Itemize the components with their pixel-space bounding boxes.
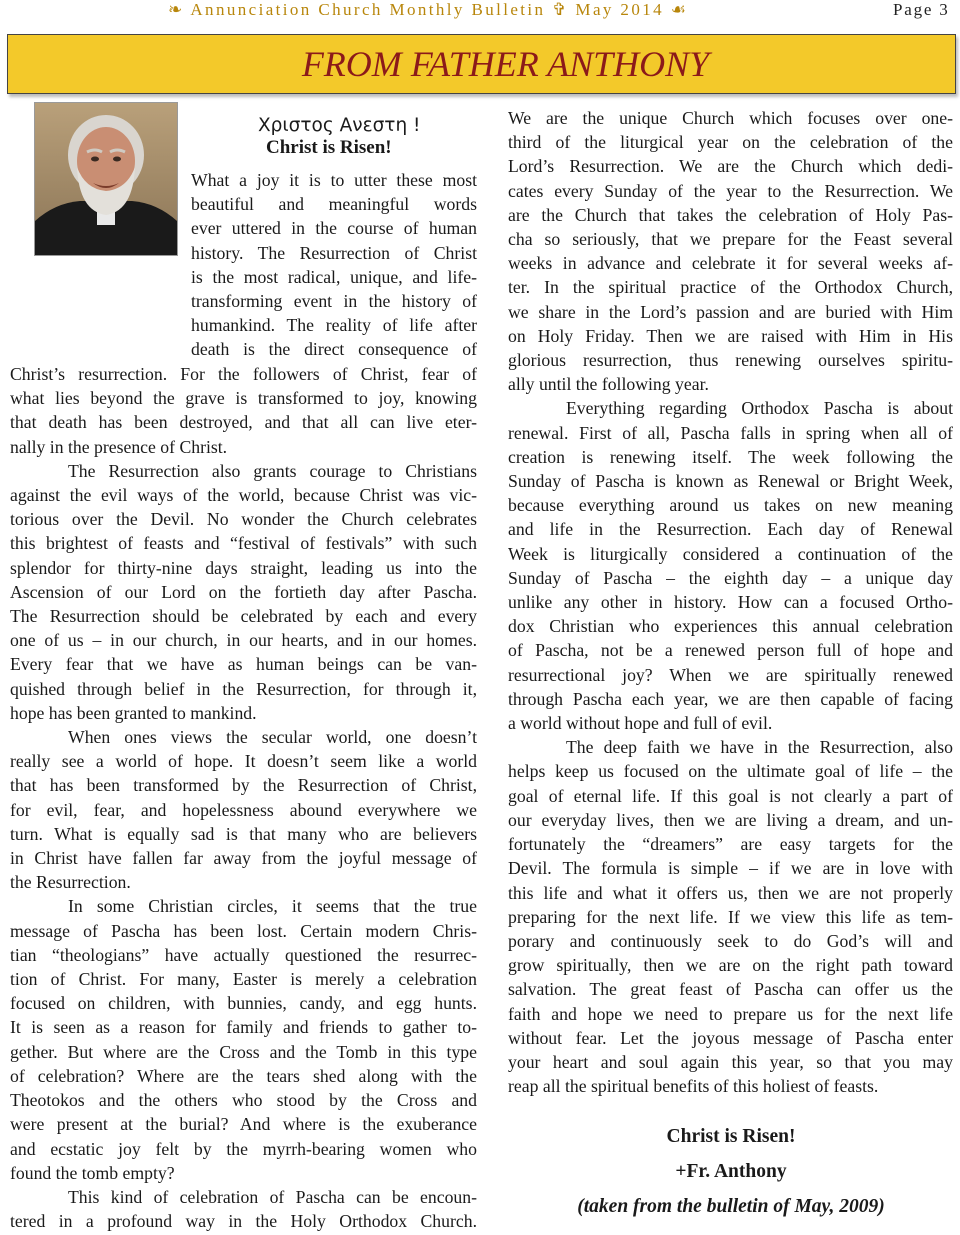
ornament-right-icon: ☙: [670, 0, 689, 19]
text-line: Everything regarding Orthodox Pascha is about: [566, 398, 953, 419]
text-line: turn. What is equally sad is that many who are believers: [10, 823, 477, 844]
text-line: were present at the burial? And where is the exuberance: [10, 1114, 477, 1135]
text-line: porary and continuously seek to do God’s will and: [508, 930, 953, 951]
text-line: cates every Sunday of the year to the Resurrection. We: [508, 180, 953, 201]
text-line: we share in the Lord’s passion and are buried with Him: [508, 301, 953, 322]
text-line: When ones views the secular world, one doesn’t: [68, 727, 477, 748]
greek-greeting: Χριστος Ανεστη !: [258, 115, 421, 136]
text-line: grow spiritually, then we are on the right path toward: [508, 955, 953, 976]
text-line: In some Christian circles, it seems that the true: [68, 896, 477, 917]
text-line: this life and what it offers us, then we are not properly: [508, 882, 953, 903]
text-line: the Resurrection.: [10, 872, 131, 893]
text-line: salvation. The great feast of Pascha can offer us the: [508, 979, 953, 1000]
text-line: tered in a profound way in the Holy Orthodox Church.: [10, 1211, 477, 1232]
text-line: what lies beyond the grave is transformed to joy, knowing: [10, 388, 477, 409]
text-line: renewal. First of all, Pascha falls in spring when all of: [508, 422, 953, 443]
english-greeting: Christ is Risen!: [266, 137, 392, 158]
text-line: Sunday of Pascha – the eighth day – a unique day: [508, 567, 953, 588]
text-line: Devil. The formula is simple – if we are in love with: [508, 858, 953, 879]
text-line: really see a world of hope. It doesn’t seem like a world: [10, 751, 477, 772]
title-banner: [7, 34, 956, 94]
text-line: and ecstatic joy felt by the myrrh-bearing women who: [10, 1138, 477, 1159]
text-line: that has been transformed by the Resurrection of Christ,: [10, 775, 477, 796]
text-line: Christ’s resurrection. For the followers of Christ, fear of: [10, 364, 477, 384]
text-line: of Pascha, not be a renewed person full of hope and: [508, 640, 953, 661]
text-line: creation is renewing itself. The week following the: [508, 446, 953, 467]
text-line: ally until the following year.: [508, 374, 709, 395]
text-line: resurrectional joy? When we are spiritually renewed: [508, 664, 953, 685]
text-line: because everything around us takes on new meaning: [508, 495, 953, 516]
text-line: splendor for thirty-nine days straight, leading us into the: [10, 557, 477, 578]
text-line: tian “theologians” have actually questioned the resurrec-: [10, 944, 477, 965]
text-line: ter. In the spiritual practice of the Orthodox Church,: [508, 277, 953, 298]
text-line: in Christ have fallen far away from the joyful message of: [10, 848, 477, 869]
right-column: [508, 106, 953, 1098]
text-line: our everyday lives, then we are living a dream, and un-: [508, 809, 953, 830]
text-line: gether. But where are the Cross and the Tomb in this type: [10, 1041, 477, 1062]
text-line: The Resurrection should be celebrated by each and every: [10, 606, 477, 627]
signature-greeting: Christ is Risen!: [666, 1126, 796, 1147]
text-line: This kind of celebration of Pascha can be encoun-: [68, 1186, 477, 1207]
text-line: It is seen as a reason for family and friends to gather to-: [10, 1017, 477, 1038]
text-line: fortunately the “dreamers” are easy targets for the: [508, 834, 953, 855]
text-line: quished through belief in the Resurrection, for through it,: [10, 678, 477, 699]
text-line: Ascension of our Lord on the fortieth day after Pascha.: [10, 581, 477, 602]
text-line: of celebration? Where are the tears shed along with the: [10, 1065, 477, 1086]
text-line: third of the liturgical year on the celebration of the: [508, 132, 953, 153]
cross-icon: ✞: [552, 0, 569, 19]
banner-title: FROM FATHER ANTHONY: [301, 44, 710, 84]
text-line: without fear. Let the joyous message of Pascha enter: [508, 1027, 953, 1048]
text-line: against the evil ways of the world, because Christ was vic-: [10, 485, 477, 506]
text-line: The deep faith we have in the Resurrection, also: [566, 737, 953, 758]
signature-source: (taken from the bulletin of May, 2009): [577, 1196, 885, 1217]
text-line: What a joy it is to utter these most: [191, 170, 477, 190]
text-line: Every fear that we have as human beings can be van-: [10, 654, 477, 675]
text-line: faith and hope we need to prepare us for the next life: [508, 1003, 953, 1024]
left-column: [10, 362, 477, 1233]
text-line: on Holy Friday. Then we are raised with Him in His: [508, 325, 953, 346]
page-header: [0, 0, 960, 22]
text-line: We are the unique Church which focuses over one-: [508, 108, 953, 128]
ornament-left-icon: ❧: [168, 0, 185, 19]
text-line: cha so seriously, that we prepare for the Feast several: [508, 229, 953, 250]
page-number: Page 3: [893, 0, 950, 19]
text-line: hope has been granted to mankind.: [10, 702, 257, 723]
text-line: tion of Christ. For many, Easter is merely a celebration: [10, 969, 477, 990]
text-line: The Resurrection also grants courage to Christians: [68, 460, 477, 481]
text-line: message of Pascha has been lost. Certain modern Chris-: [10, 920, 477, 941]
text-line: are the Church that takes the celebration of Holy Pas-: [508, 204, 953, 225]
text-line: one of us – in our church, in our hearts, and in our homes.: [10, 630, 477, 651]
text-line: focused on children, with bunnies, candy, and egg hunts.: [10, 993, 477, 1014]
bulletin-title: [168, 0, 688, 20]
text-line: Theotokos and the others who stood by the Cross and: [10, 1090, 477, 1111]
bulletin-month: May 2014: [575, 0, 665, 19]
author-photo: [34, 102, 178, 256]
text-line: helps keep us focused on the ultimate goal of life – the: [508, 761, 953, 782]
text-line: your heart and soul again this year, so that you may: [508, 1051, 953, 1072]
text-line: is the most radical, unique, and life-: [191, 266, 477, 287]
text-line: transforming event in the history of: [191, 291, 477, 312]
text-line: that death has been destroyed, and that all can live eter-: [10, 412, 477, 433]
signature-name: +Fr. Anthony: [675, 1161, 787, 1182]
text-line: death is the direct consequence of: [191, 339, 477, 360]
text-line: Sunday of Pascha is known as Renewal or Bright Week,: [508, 471, 953, 492]
text-line: Week is liturgically considered a continuation of the: [508, 543, 953, 564]
text-line: unlike any other in history. How can a focused Ortho-: [508, 592, 953, 613]
text-line: weeks in advance and celebrate it for several weeks af-: [508, 253, 953, 274]
text-line: glorious resurrection, thus renewing ourselves spiritu-: [508, 350, 953, 371]
text-line: humankind. The reality of life after: [191, 315, 477, 336]
text-line: a world without hope and full of evil.: [508, 713, 773, 734]
text-line: through Pascha each year, we are then capable of facing: [508, 688, 953, 709]
text-line: ever uttered in the course of human: [191, 218, 477, 239]
left-column-wrap: [191, 168, 477, 362]
text-line: torious over the Devil. No wonder the Church celebrates: [10, 509, 477, 530]
text-line: found the tomb empty?: [10, 1162, 175, 1183]
text-line: Lord’s Resurrection. We are the Church which dedi-: [508, 156, 953, 177]
text-line: reap all the spiritual benefits of this holiest of feasts.: [508, 1076, 879, 1097]
text-line: and life in the Resurrection. Each day of Renewal: [508, 519, 953, 540]
bulletin-name: Annunciation Church Monthly Bulletin: [190, 0, 546, 19]
text-line: dox Christian who experiences this annual celebration: [508, 616, 953, 637]
text-line: preparing for the next life. If we view this life as tem-: [508, 906, 953, 927]
text-line: for evil, fear, and hopelessness abound everywhere we: [10, 799, 477, 820]
text-line: goal of eternal life. If this goal is not clearly a part of: [508, 785, 953, 806]
text-line: history. The Resurrection of Christ: [191, 242, 477, 263]
text-line: beautiful and meaningful words: [191, 194, 477, 215]
text-line: this brightest of feasts and “festival of festivals” with such: [10, 533, 477, 554]
text-line: nally in the presence of Christ.: [10, 436, 228, 457]
